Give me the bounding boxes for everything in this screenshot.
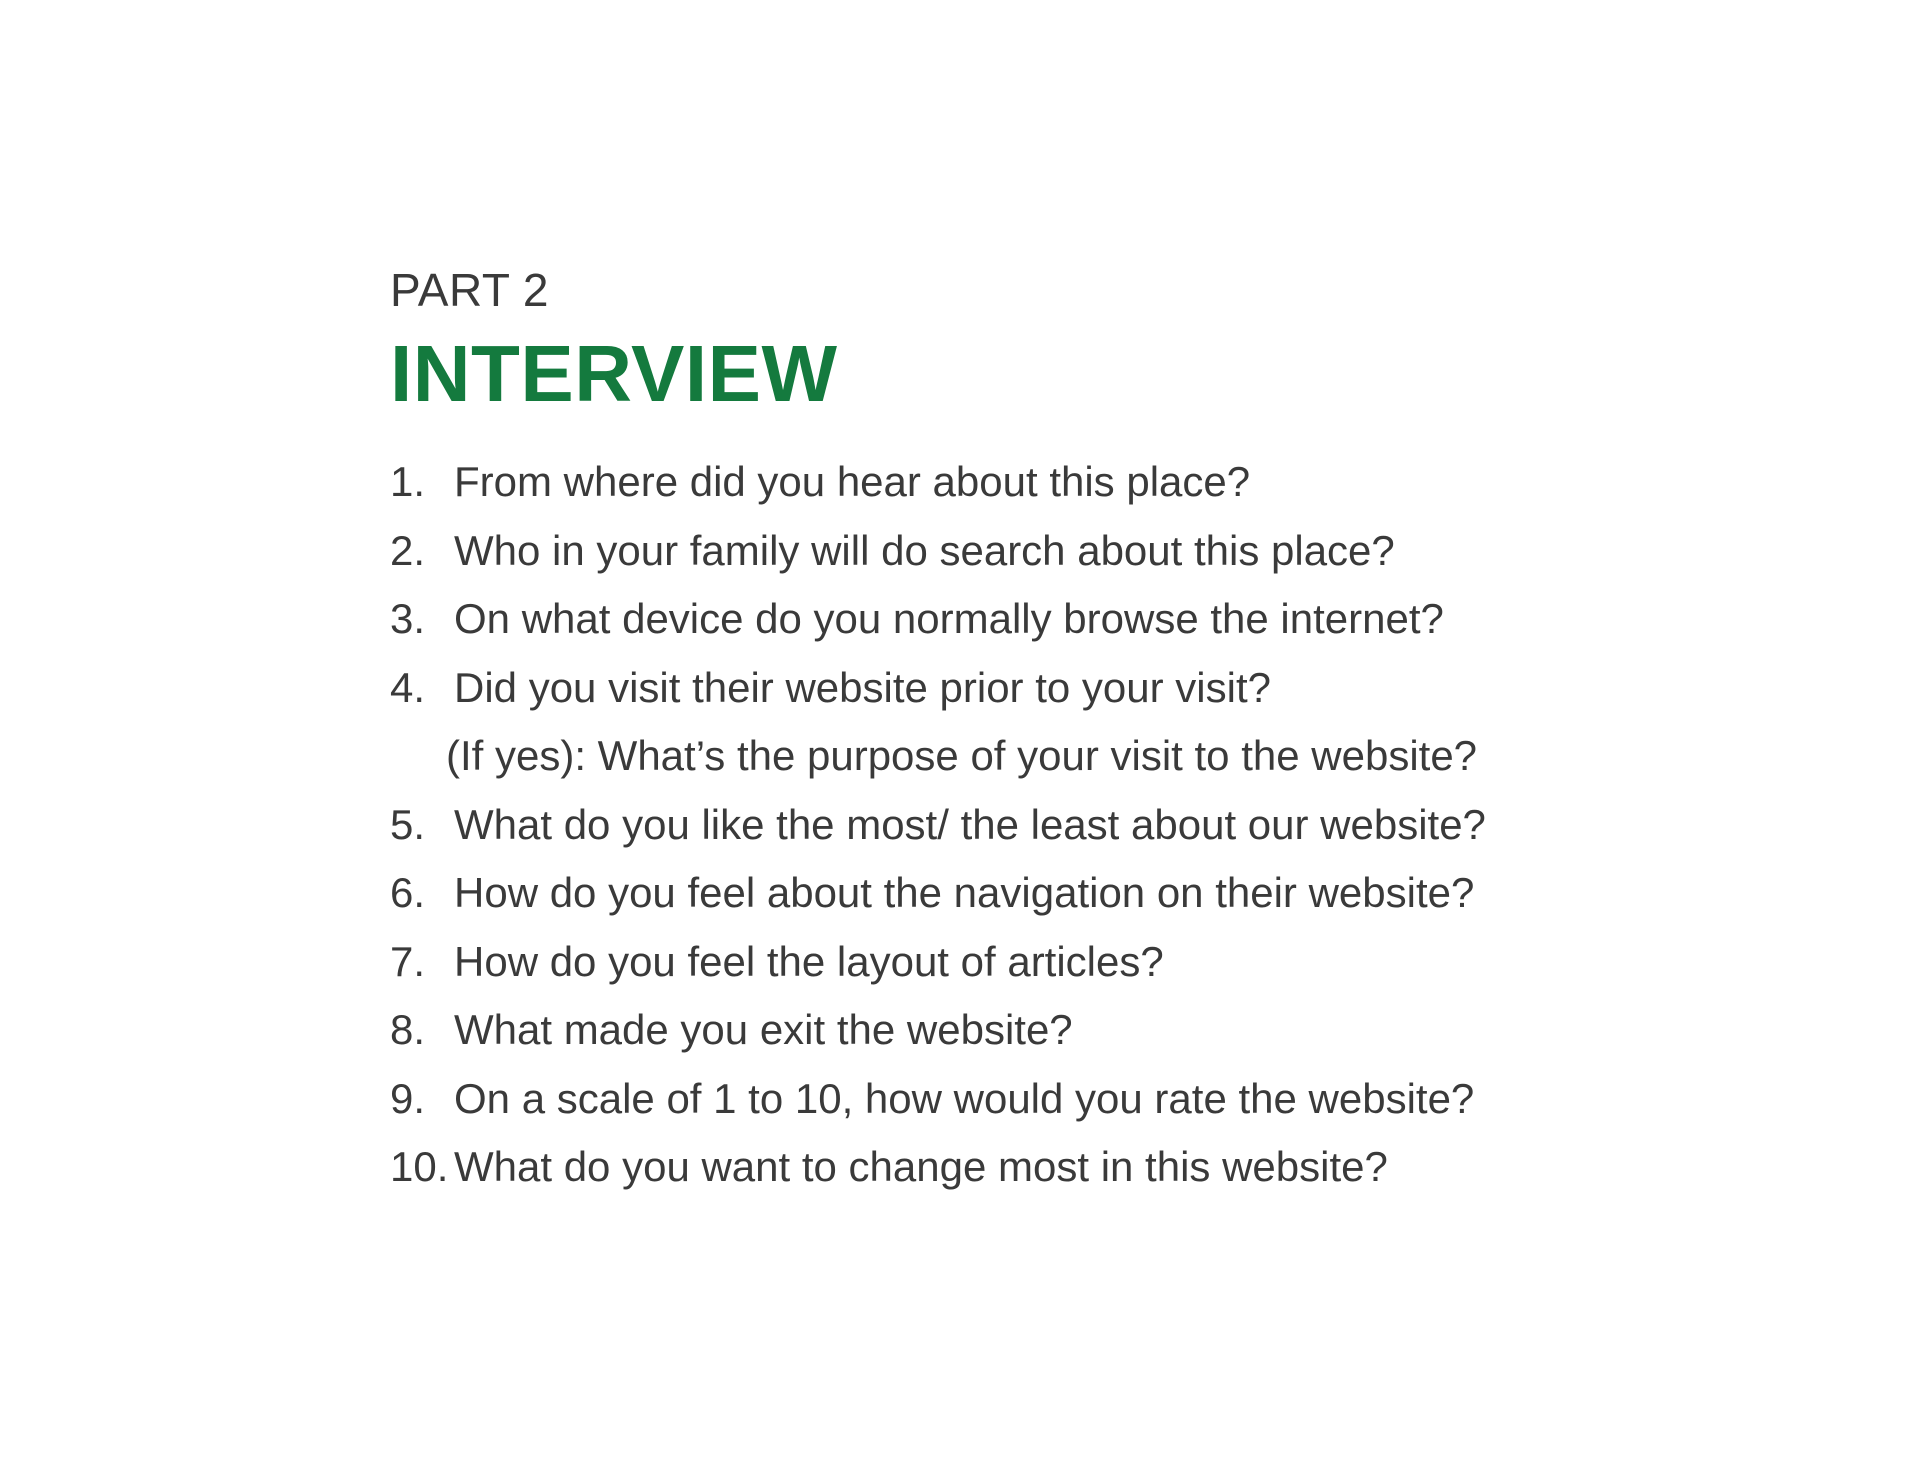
question-text: What do you want to change most in this website? — [454, 1143, 1388, 1190]
question-text: How do you feel the layout of articles? — [454, 937, 1164, 985]
section-title: INTERVIEW — [390, 329, 838, 418]
question-item — [390, 996, 1590, 1065]
question-number: 6. — [390, 869, 426, 916]
part-label: PART 2 — [390, 264, 549, 316]
interview-section — [390, 262, 1590, 1202]
question-number: 8. — [390, 1006, 426, 1053]
question-item — [390, 448, 1590, 517]
question-text: On a scale of 1 to 10, how would you rate the website? — [454, 1074, 1475, 1122]
question-list — [390, 448, 1590, 1202]
question-text: On what device do you normally browse the internet? — [454, 595, 1444, 642]
question-text: How do you feel about the navigation on their website? — [454, 869, 1475, 916]
question-text: Who in your family will do search about this place? — [454, 526, 1395, 574]
question-number: 10. — [390, 1143, 449, 1190]
question-item — [390, 1065, 1590, 1134]
question-text: From where did you hear about this place? — [454, 458, 1251, 505]
question-item — [390, 1133, 1590, 1202]
question-item — [390, 791, 1590, 860]
question-item — [390, 654, 1590, 723]
question-number: 5. — [390, 800, 426, 848]
question-number: 9. — [390, 1074, 426, 1122]
question-number: 7. — [390, 937, 426, 985]
question-item — [390, 585, 1590, 654]
question-number: 4. — [390, 663, 426, 711]
question-item — [390, 928, 1590, 997]
question-number: 3. — [390, 595, 426, 642]
question-text: What do you like the most/ the least about our website? — [454, 800, 1486, 848]
question-item — [390, 517, 1590, 586]
question-subitem: (If yes): What’s the purpose of your visit to the website? — [446, 732, 1478, 779]
question-text: What made you exit the website? — [454, 1006, 1073, 1053]
question-text: Did you visit their website prior to your visit? — [454, 663, 1271, 711]
question-number: 2. — [390, 526, 426, 574]
question-item — [390, 859, 1590, 928]
question-number: 1. — [390, 458, 426, 505]
